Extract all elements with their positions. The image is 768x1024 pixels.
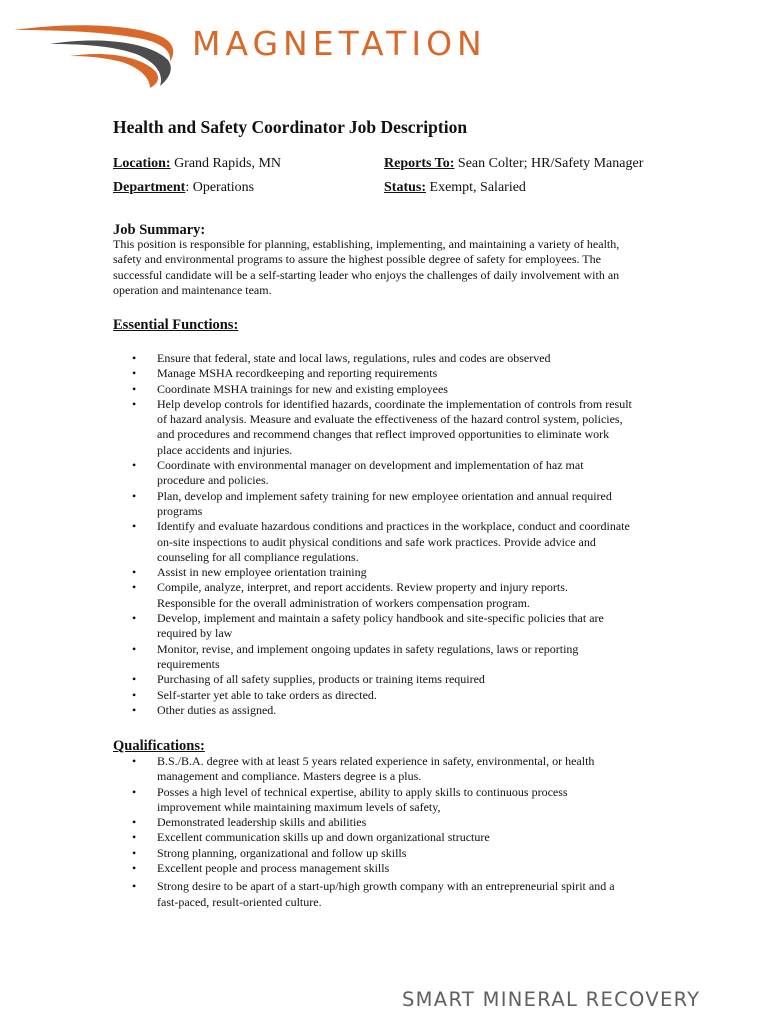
summary-line: operation and maintenance team. <box>113 282 272 297</box>
list-item <box>132 565 662 580</box>
department-label: Department <box>113 180 186 195</box>
list-item-line: • Coordinate with environmental manager on development and implementation of haz mat <box>157 458 584 473</box>
list-item-line: • Ensure that federal, state and local laws, regulations, rules and codes are observed <box>157 351 551 365</box>
essential-functions-list <box>132 351 662 718</box>
reports-to-value: Sean Colter; HR/Safety Manager <box>457 156 644 171</box>
list-item-line: improvement while maintaining maximum levels of safety, <box>157 799 441 814</box>
list-item <box>132 830 662 845</box>
list-item <box>132 879 662 910</box>
list-item-line: procedure and policies. <box>157 473 269 488</box>
list-item <box>132 688 662 703</box>
list-item-line: • Excellent communication skills up and down organizational structure <box>157 830 490 845</box>
list-item-line: • Monitor, revise, and implement ongoing updates in safety regulations, laws or reporting <box>157 641 579 656</box>
list-item <box>132 489 662 520</box>
list-item-line: • Strong desire to be apart of a start-up/high growth company with an entrepreneurial spirit and a <box>157 879 615 894</box>
location-label: Location: <box>113 156 171 171</box>
status-field <box>384 179 526 197</box>
status-label: Status: <box>384 180 427 195</box>
list-item-line: and procedures and recommend changes that reflect improved opportunities to eliminate work <box>157 427 610 442</box>
list-item-line: • Help develop controls for identified hazards, coordinate the implementation of controls from result <box>157 396 632 411</box>
location-field <box>113 155 281 173</box>
list-item <box>132 397 662 458</box>
list-item <box>132 351 662 366</box>
list-item-line: • Purchasing of all safety supplies, products or training items required <box>157 672 485 687</box>
list-item <box>132 366 662 381</box>
list-item <box>132 519 662 565</box>
list-item-line: • Manage MSHA recordkeeping and reporting requirements <box>157 366 438 381</box>
magnetation-wordmark: MAGNETATION <box>192 24 487 63</box>
qualifications-heading: Qualifications: <box>113 738 205 754</box>
list-item-line: requirements <box>157 656 220 671</box>
location-value: Grand Rapids, MN <box>174 156 281 171</box>
summary-line: safety and environmental programs to assure the highest possible degree of safety for employees. The <box>113 252 601 267</box>
list-item <box>132 861 662 876</box>
department-field <box>113 179 254 197</box>
list-item-line: • Demonstrated leadership skills and abilities <box>157 815 367 830</box>
list-item <box>132 611 662 642</box>
list-item-line: • Posses a high level of technical expertise, ability to apply skills to continuous process <box>157 784 568 799</box>
list-item-line: required by law <box>157 626 233 641</box>
list-item-line: • Develop, implement and maintain a safety policy handbook and site-specific policies that are <box>157 611 604 626</box>
status-value: Exempt, Salaried <box>429 180 526 195</box>
list-item <box>132 382 662 397</box>
list-item-line: • Plan, develop and implement safety training for new employee orientation and annual required <box>157 488 612 503</box>
list-item <box>132 703 662 718</box>
list-item-line: fast-paced, result-oriented culture. <box>157 894 322 909</box>
list-item <box>132 458 662 489</box>
list-item-line: • Strong planning, organizational and follow up skills <box>157 845 407 860</box>
list-item-line: counseling for all compliance regulations. <box>157 549 359 564</box>
list-item-line: • Assist in new employee orientation training <box>157 565 367 580</box>
summary-line: successful candidate will be a self-starting leader who enjoys the challenges of daily involvement with an <box>113 267 620 282</box>
list-item-line: Responsible for the overall administration of workers compensation program. <box>157 595 530 610</box>
list-item-line: place accidents and injuries. <box>157 442 293 457</box>
qualifications-list <box>132 754 662 910</box>
list-item-line: • B.S./B.A. degree with at least 5 years related experience in safety, environmental, or health <box>157 754 595 768</box>
list-item-line: • Coordinate MSHA trainings for new and existing employees <box>157 381 448 396</box>
job-summary-text <box>113 237 653 298</box>
list-item <box>132 815 662 830</box>
reports-to-label: Reports To: <box>384 156 455 171</box>
list-item-line: programs <box>157 503 203 518</box>
list-item <box>132 672 662 687</box>
list-item <box>132 846 662 861</box>
list-item-line: • Excellent people and process management skills <box>157 861 390 876</box>
list-item <box>132 785 662 816</box>
list-item-line: management and compliance. Masters degree is a plus. <box>157 769 422 784</box>
list-item-line: of hazard analysis. Measure and evaluate the effectiveness of the hazard control system, policies, <box>157 412 623 427</box>
footer-tagline: SMART MINERAL RECOVERY <box>402 988 701 1011</box>
list-item-line: • Identify and evaluate hazardous conditions and practices in the workplace, conduct and coordinate <box>157 519 630 534</box>
reports-to-field <box>384 155 643 173</box>
list-item-line: on-site inspections to audit physical conditions and safe work practices. Provide advice and <box>157 534 596 549</box>
department-value: : Operations <box>185 180 255 195</box>
document-title: Health and Safety Coordinator Job Description <box>113 117 468 137</box>
list-item-line: • Compile, analyze, interpret, and report accidents. Review property and injury reports. <box>157 580 568 595</box>
job-summary-heading: Job Summary: <box>113 222 206 238</box>
list-item-line: • Self-starter yet able to take orders as directed. <box>157 687 377 702</box>
list-item <box>132 754 662 785</box>
magnetation-swoosh-logo <box>10 16 180 88</box>
essential-functions-heading: Essential Functions: <box>113 317 239 333</box>
summary-line: This position is responsible for planning, establishing, implementing, and maintaining a variety of health, <box>113 237 620 251</box>
list-item <box>132 580 662 611</box>
list-item-line: • Other duties as assigned. <box>157 702 277 717</box>
list-item <box>132 642 662 673</box>
